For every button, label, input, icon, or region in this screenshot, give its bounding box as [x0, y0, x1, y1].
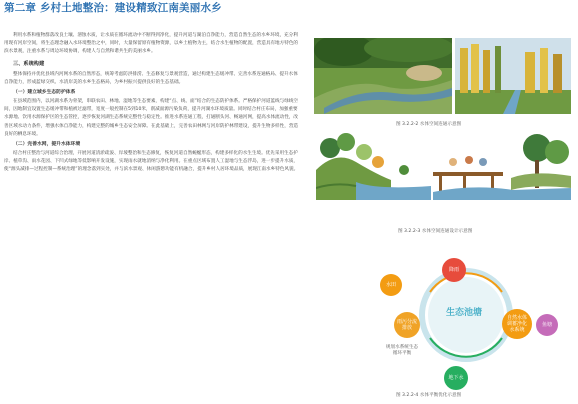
section-heading: 三、系统构建 — [13, 61, 45, 68]
figure-caption-1: 图 3.2.2-2 水体空间连通示意图 — [396, 122, 462, 127]
node-natural-water: 自然水体 调蓄净化 水系统 — [502, 309, 532, 339]
node-rain: 降雨 — [442, 258, 466, 282]
cycle-center-label: 生态池塘 — [445, 308, 482, 318]
cycle-note: 规划水系统生态 循环平衡 — [385, 345, 419, 356]
node-paddy: 水田 — [380, 274, 402, 296]
node-fishpond: 鱼塘 — [536, 314, 558, 336]
intro-paragraph: 利用水系和植物群落改良土壤、溶蚀水质，让水质在循环流动中不断得到净化，提升河道与湖泊自净能力，营造自然生态的水乡环境，充分利用现有河岸空间，将生态理念融入水环境整治之中，同时，大量保留原有植物资源，以乡土植物为主，结合水生植物的配置，营造具有地方特色的滨水景观，注重水系与周边环境协调，构建人与自然和谐共生的美丽水乡。 — [4, 33, 299, 55]
subsection-2-heading: （二）完善水网，提升水体环境 — [13, 141, 81, 147]
subsection-2-paragraph: 结合村庄整治与河道综合治理，开展河道清淤疏浚、岸坡整治和生态修复，恢复河道自然蜿蜒形态，构建多样化的水生生境。优先采用生态护岸、植草沟、雨水花园、下凹式绿地等低影响开发设施，实现雨水就地消纳与净化利用。在重点区域布置人工湿地与生态浮岛，进一步提升水质，使“源头减排—过程控制—系统治理”的理念落到实处，并与滨水景观、休闲游憩功能有机融合，提升乡村人居环境品质，展现江南水乡特色风貌。 — [4, 151, 299, 173]
node-drainage: 雨污分流 排放 — [394, 312, 420, 338]
subsection-1-paragraph: 在县域范围内，以河湖水系为骨架，串联农田、林地、湿地等生态要素，构建“点、线、面”结合的生态防护体系。严格保护河道蓝线与绿线空间，因地制宜设置生态缓冲带和植被过滤带，宽度一般控制在5到10米，削减面源污染负荷，提升河湖水环境质量。同时结合村庄布局，加强重要水源地、饮用水源保护区的生态管控，逐步恢复河湖生态系统完整性与稳定性。推进水系连通工程，打通断头河、畅通河网，提高水体流动性，改善区域水动力条件，增强水体自净能力，构建完整的城乡生态安全屏障。在此基础上，完善农田林网与河岸防护林带建设，提升生物多样性，营造良好的栖息环境。 — [4, 99, 299, 137]
section-illustration-boardwalk — [433, 130, 571, 200]
figure-caption-2: 图 3.2.2-3 水体空间连通设计示意图 — [398, 229, 473, 234]
photo-stream-wetland — [314, 38, 452, 114]
figure-caption-3: 图 3.2.2-4 水体平衡优化示意图 — [396, 393, 462, 398]
section-paragraph: 整体保持并优化县域内河网水系的自然形态，统筹考虑防洪排涝、生态修复与景观营造，通过构建生态缓冲带、完善水系连通格局、提升水体自净能力，形成蓝绿交织、水清岸美的水乡生态格局，为乡村振兴提供良好的生态基础。 — [4, 71, 298, 85]
chapter-title: 第二章 乡村土地整治：建设精致江南美丽水乡 — [4, 2, 222, 14]
section-illustration-bank — [316, 130, 431, 200]
subsection-1-heading: （一）建立城乡生态防护体系 — [13, 89, 76, 95]
photo-poplar-canal — [455, 38, 571, 114]
node-groundwater: 地下水 — [444, 366, 468, 390]
body-text — [4, 32, 299, 175]
